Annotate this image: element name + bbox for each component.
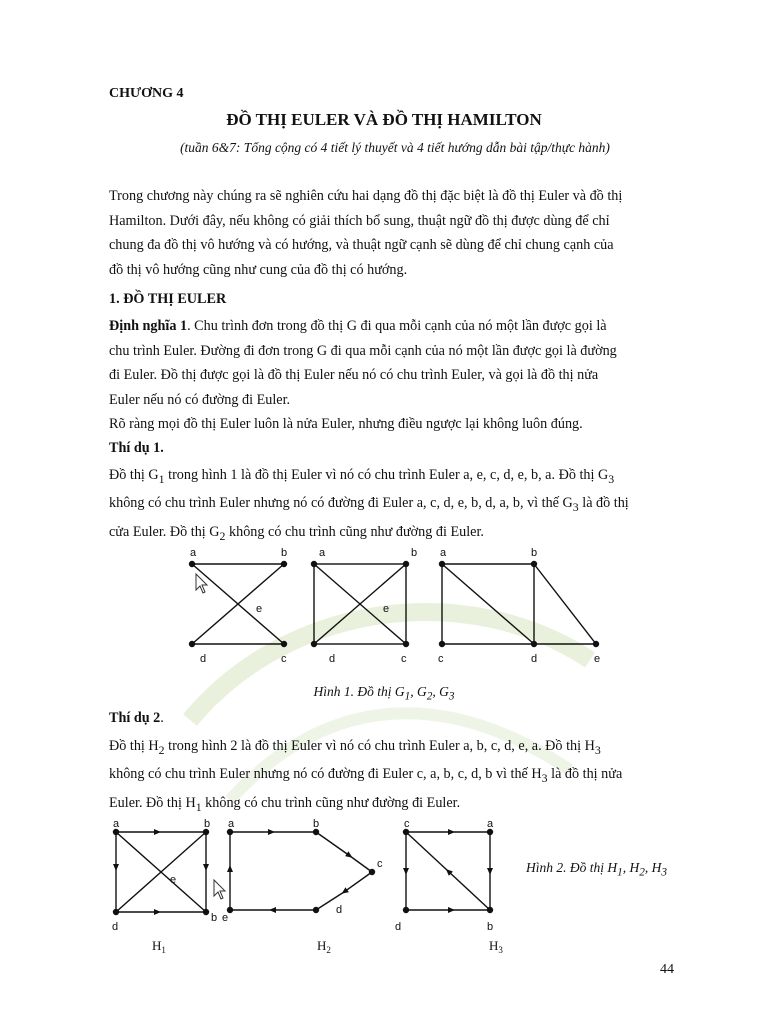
graph-h1 (114, 830, 209, 915)
intro-line: Trong chương này chúng ra sẽ nghiên cứu hai dạng đồ thị đặc biệt là đồ thị Euler và đồ thị (109, 188, 623, 204)
figure2-graphs (100, 812, 520, 962)
h2-label-c: c (377, 858, 383, 870)
graph-g3 (440, 562, 599, 647)
definition-line: chu trình Euler. Đường đi đơn trong G đi qua mỗi cạnh của nó một lần được gọi là đường (109, 342, 617, 359)
page-number: 44 (660, 962, 674, 977)
definition-paragraph (109, 314, 677, 412)
g1-label-d: d (200, 653, 207, 665)
intro-line: chung đa đồ thị vô hướng và có hướng, và thuật ngữ cạnh sẽ dùng để chỉ chung cạnh của (109, 237, 614, 254)
mouse-cursor-icon (196, 574, 207, 593)
g1-label-c: c (281, 653, 287, 665)
page-title: ĐỒ THỊ EULER VÀ ĐỒ THỊ HAMILTON (226, 110, 542, 129)
g3-label-b: b (531, 547, 538, 559)
example1-paragraph (109, 463, 677, 548)
g1-label-a: a (190, 547, 197, 559)
h2-label-e: e (222, 912, 229, 924)
example1-line: không có chu trình Euler nhưng nó có đường đi Euler a, c, d, e, b, d, a, b, vì thế $G_3$ là đồ thị (109, 495, 629, 515)
figure1-graphs (180, 540, 620, 670)
graph-h3 (404, 830, 493, 913)
figure2-caption: Hình 2. Đồ thị $H_1$, $H_2$, $H_3$ (526, 860, 667, 879)
graph-g1 (190, 562, 287, 647)
h3-name: $H_3$ (489, 938, 503, 955)
h2-name: $H_2$ (317, 938, 331, 955)
intro-line: Hamilton. Dưới đây, nếu không có giải thích bổ sung, thuật ngữ đồ thị được dùng để chỉ (109, 212, 610, 229)
h1-label-a: a (113, 818, 120, 830)
figure1-caption: Hình 1. Đồ thị $G_1$, $G_2$, $G_3$ (313, 684, 455, 703)
definition-line: đi Euler. Đồ thị được gọi là đồ thị Euler nếu nó có chu trình Euler, và gọi là đồ thị nửa (109, 367, 599, 384)
remark-text: Rõ ràng mọi đồ thị Euler luôn là nửa Euler, nhưng điều ngược lại không luôn đúng. (109, 416, 583, 432)
h2-label-d: d (336, 904, 343, 916)
g3-label-e: e (594, 653, 601, 665)
h3-label-c: c (404, 818, 410, 830)
graph-g2 (312, 562, 409, 647)
definition-label: Định nghĩa 1 (109, 318, 188, 334)
definition-line: Định nghĩa 1. Chu trình đơn trong đồ thị G đi qua mỗi cạnh của nó một lần được gọi là (109, 318, 607, 334)
h1-name: $H_1$ (152, 938, 166, 955)
g2-label-d: d (329, 653, 336, 665)
g2-label-b: b (411, 547, 418, 559)
g1-label-b: b (281, 547, 288, 559)
intro-paragraph (109, 184, 677, 282)
g3-label-a: a (440, 547, 447, 559)
h3-label-d: d (395, 921, 402, 933)
chapter-label: CHƯƠNG 4 (109, 86, 184, 101)
example2-line: Euler. Đồ thị $H_1$ không có chu trình cũng như đường đi Euler. (109, 794, 461, 814)
intro-line: đồ thị vô hướng cũng như cung của đồ thị có hướng. (109, 261, 408, 278)
example1-line: Đồ thị $G_1$ trong hình 1 là đồ thị Euler vì nó có chu trình Euler a, e, c, d, e, b, a. Đồ thị $G_3$ (109, 467, 615, 486)
mouse-cursor-icon (214, 880, 225, 899)
g2-label-c: c (401, 653, 407, 665)
example2-line: Đồ thị $H_2$ trong hình 2 là đồ thị Euler vì nó có chu trình Euler a, b, c, d, e, a. Đồ thị $H_3$ (109, 738, 601, 757)
section-heading-euler: 1. ĐỒ THỊ EULER (109, 291, 227, 307)
g1-label-e: e (256, 603, 263, 615)
h1-label-d: d (112, 921, 119, 933)
example2-heading: Thí dụ 2. (109, 710, 164, 726)
example2-paragraph (109, 734, 677, 819)
graph-h2 (228, 830, 375, 913)
example2-line: không có chu trình Euler nhưng nó có đường đi Euler c, a, b, c, d, b vì thế $H_3$ là đồ thị nửa (109, 766, 623, 786)
page-subtitle: (tuần 6&7: Tổng cộng có 4 tiết lý thuyết và 4 tiết hướng dẫn bài tập/thực hành) (180, 140, 610, 155)
h2-label-b: b (313, 818, 320, 830)
h3-label-b: b (487, 921, 494, 933)
h2-label-a: a (228, 818, 235, 830)
g2-label-a: a (319, 547, 326, 559)
g3-label-c: c (438, 653, 444, 665)
g3-label-d: d (531, 653, 538, 665)
h1-label-b: b (204, 818, 211, 830)
h3-label-a: a (487, 818, 494, 830)
g2-label-e: e (383, 603, 390, 615)
h1-label-e: e (170, 874, 177, 886)
example1-heading: Thí dụ 1. (109, 440, 164, 456)
h1-label-b2: b (211, 912, 218, 924)
definition-line: Euler nếu nó có đường đi Euler. (109, 391, 291, 408)
example1-line: cửa Euler. Đồ thị $G_2$ không có chu trình cũng như đường đi Euler. (109, 523, 484, 543)
